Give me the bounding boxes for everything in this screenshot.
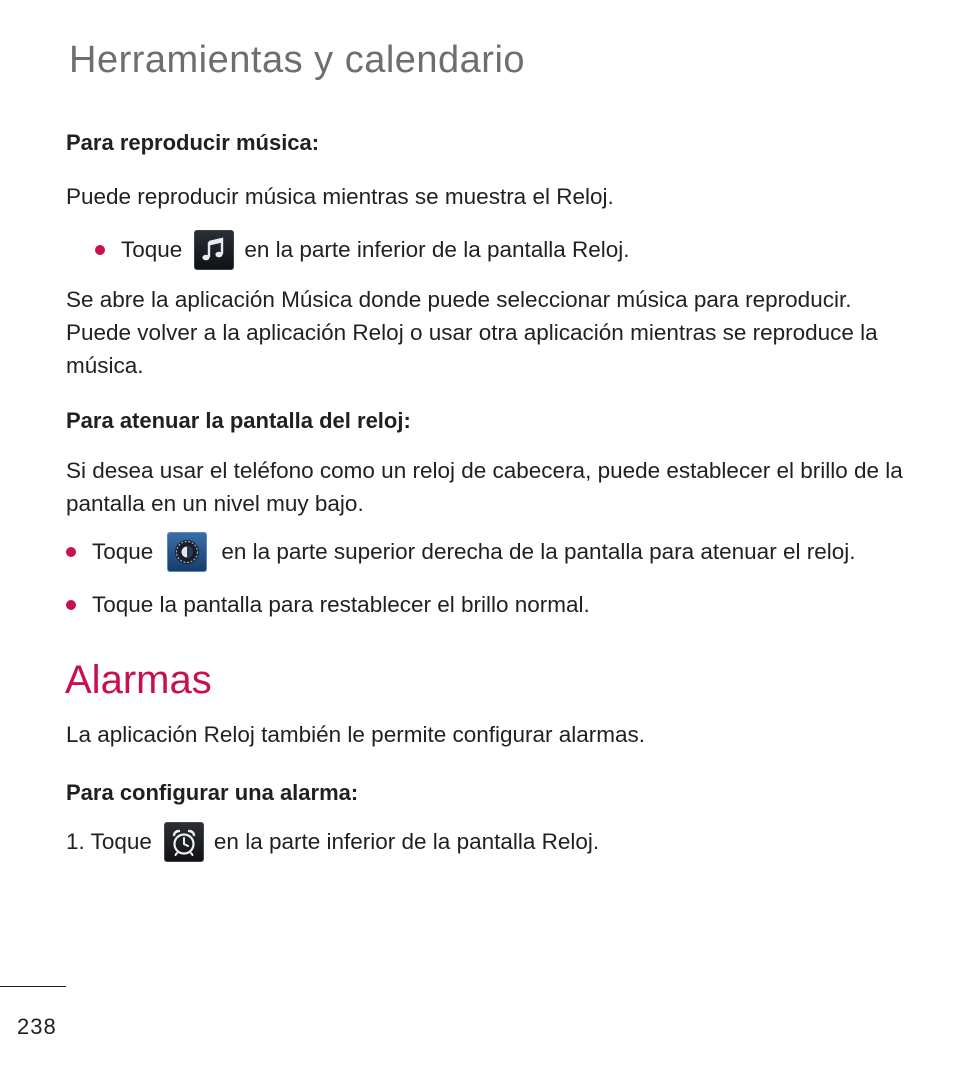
brightness-icon-svg xyxy=(168,533,206,571)
bullet-dot xyxy=(66,547,76,557)
alarms-step-1-after: en la parte inferior de la pantalla Reloj. xyxy=(213,829,600,854)
alarm-clock-icon xyxy=(164,822,204,862)
music-note-icon xyxy=(194,230,234,270)
alarms-heading: Para configurar una alarma: xyxy=(66,780,359,805)
footer-rule xyxy=(0,986,66,987)
music-bullet xyxy=(95,228,630,272)
music-bullet-after: en la parte inferior de la pantalla Reloj. xyxy=(244,237,630,262)
music-intro: Puede reproducir música mientras se muestra el Reloj. xyxy=(66,184,614,209)
page-number: 238 xyxy=(17,1014,57,1039)
section-title-alarmas: Alarmas xyxy=(65,658,212,702)
dim-bullet-2-text: Toque la pantalla para restablecer el brillo normal. xyxy=(92,592,590,617)
dim-bullet-1-before: Toque xyxy=(92,539,154,564)
brightness-icon xyxy=(167,532,207,572)
alarms-step-1 xyxy=(66,820,599,864)
dim-bullet-1 xyxy=(66,530,855,574)
page-header: Herramientas y calendario xyxy=(69,39,526,81)
dim-bullet-2 xyxy=(66,588,590,622)
music-bullet-before: Toque xyxy=(121,237,183,262)
music-heading: Para reproducir música: xyxy=(66,130,320,155)
alarms-step-1-before: 1. Toque xyxy=(66,829,152,854)
alarm-clock-icon-svg xyxy=(165,823,203,861)
dim-heading: Para atenuar la pantalla del reloj: xyxy=(66,408,411,433)
bullet-dot xyxy=(95,245,105,255)
dim-bullet-1-after: en la parte superior derecha de la pantalla para atenuar el reloj. xyxy=(221,539,856,564)
bullet-dot xyxy=(66,600,76,610)
music-note-icon-svg xyxy=(195,231,233,269)
dim-body: Si desea usar el teléfono como un reloj de cabecera, puede establecer el brillo de la pantalla en un nivel muy bajo. xyxy=(66,458,903,516)
alarms-intro: La aplicación Reloj también le permite configurar alarmas. xyxy=(66,722,646,747)
music-body: Se abre la aplicación Música donde puede seleccionar música para reproducir. Puede volver a la aplicación Reloj o usar otra aplicación mientras se reproduce la música. xyxy=(66,287,878,378)
